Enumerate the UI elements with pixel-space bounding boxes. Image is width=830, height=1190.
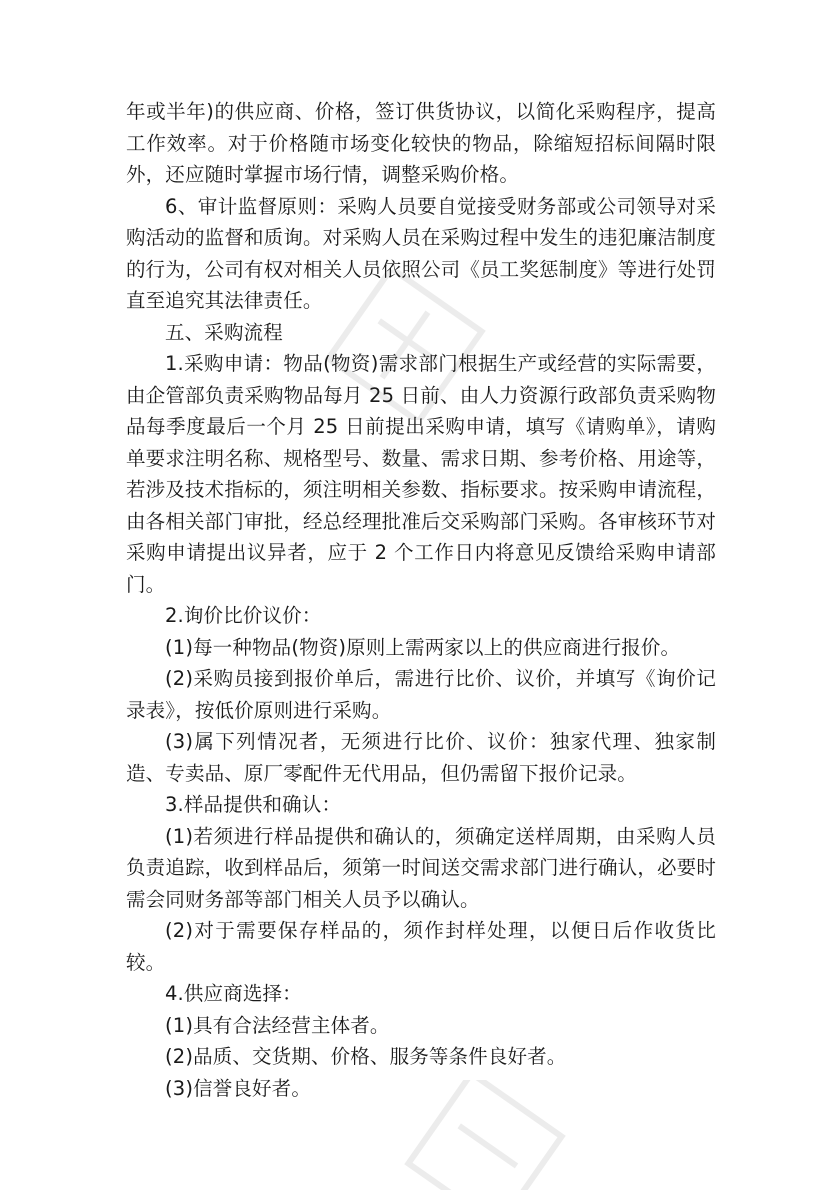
- paragraph-purchase-request: 1.采购申请：物品(物资)需求部门根据生产或经营的实际需要，由企管部负责采购物品每月 25 日前、由人力资源行政部负责采购物品每季度最后一个月 25 日前提出采购申请，填写《请购单》，请购单要求注明名称、规格型号、数量、需求日期、参考价格、用途等，若涉及技术指标的，须注明相关参数、指标要求。按采购申请流程，由各相关部门审批，经总经理批准后交采购部门采购。各审核环节对采购申请提出议异者，应于 2 个工作日内将意见反馈给采购申请部门。: [126, 352, 716, 596]
- list-item: (1)若须进行样品提供和确认的，须确定送样周期，由采购人员负责追踪，收到样品后，须第一时间送交需求部门进行确认，必要时需会同财务部等部门相关人员予以确认。: [126, 824, 716, 911]
- list-item: (1)每一种物品(物资)原则上需两家以上的供应商进行报价。: [165, 635, 681, 659]
- list-item: (2)品质、交货期、价格、服务等条件良好者。: [165, 1045, 567, 1068]
- list-item: (1)具有合法经营主体者。: [165, 1013, 390, 1037]
- paragraph-continued: 年或半年)的供应商、价格，签订供货协议，以简化采购程序，提高工作效率。对于价格随市场变化较快的物品，除缩短招标间隔时限外，还应随时掌握市场行情，调整采购价格。: [126, 100, 716, 186]
- subheading-sample-confirmation: 3.样品提供和确认：: [165, 793, 342, 816]
- paragraph-audit-principle: 6、审计监督原则：采购人员要自觉接受财务部或公司领导对采购活动的监督和质询。对采购人员在采购过程中发生的违犯廉洁制度的行为，公司有权对相关人员依照公司《员工奖惩制度》等进行处罚直至追究其法律责任。: [126, 194, 716, 312]
- list-item: (3)属下列情况者，无须进行比价、议价：独家代理、独家制造、专卖品、原厂零配件无代用品，但仍需留下报价记录。: [126, 730, 716, 785]
- section-heading-procurement-process: 五、采购流程: [165, 320, 283, 344]
- document-body: [126, 96, 716, 1104]
- list-item: (2)对于需要保存样品的，须作封样处理，以便日后作收货比较。: [126, 919, 716, 974]
- subheading-supplier-selection: 4.供应商选择：: [165, 982, 302, 1005]
- list-item: (2)采购员接到报价单后，需进行比价、议价，并填写《询价记录表》，按低价原则进行采购。: [126, 667, 716, 722]
- subheading-price-inquiry: 2.询价比价议价：: [165, 604, 322, 627]
- list-item: (3)信誉良好者。: [165, 1076, 311, 1100]
